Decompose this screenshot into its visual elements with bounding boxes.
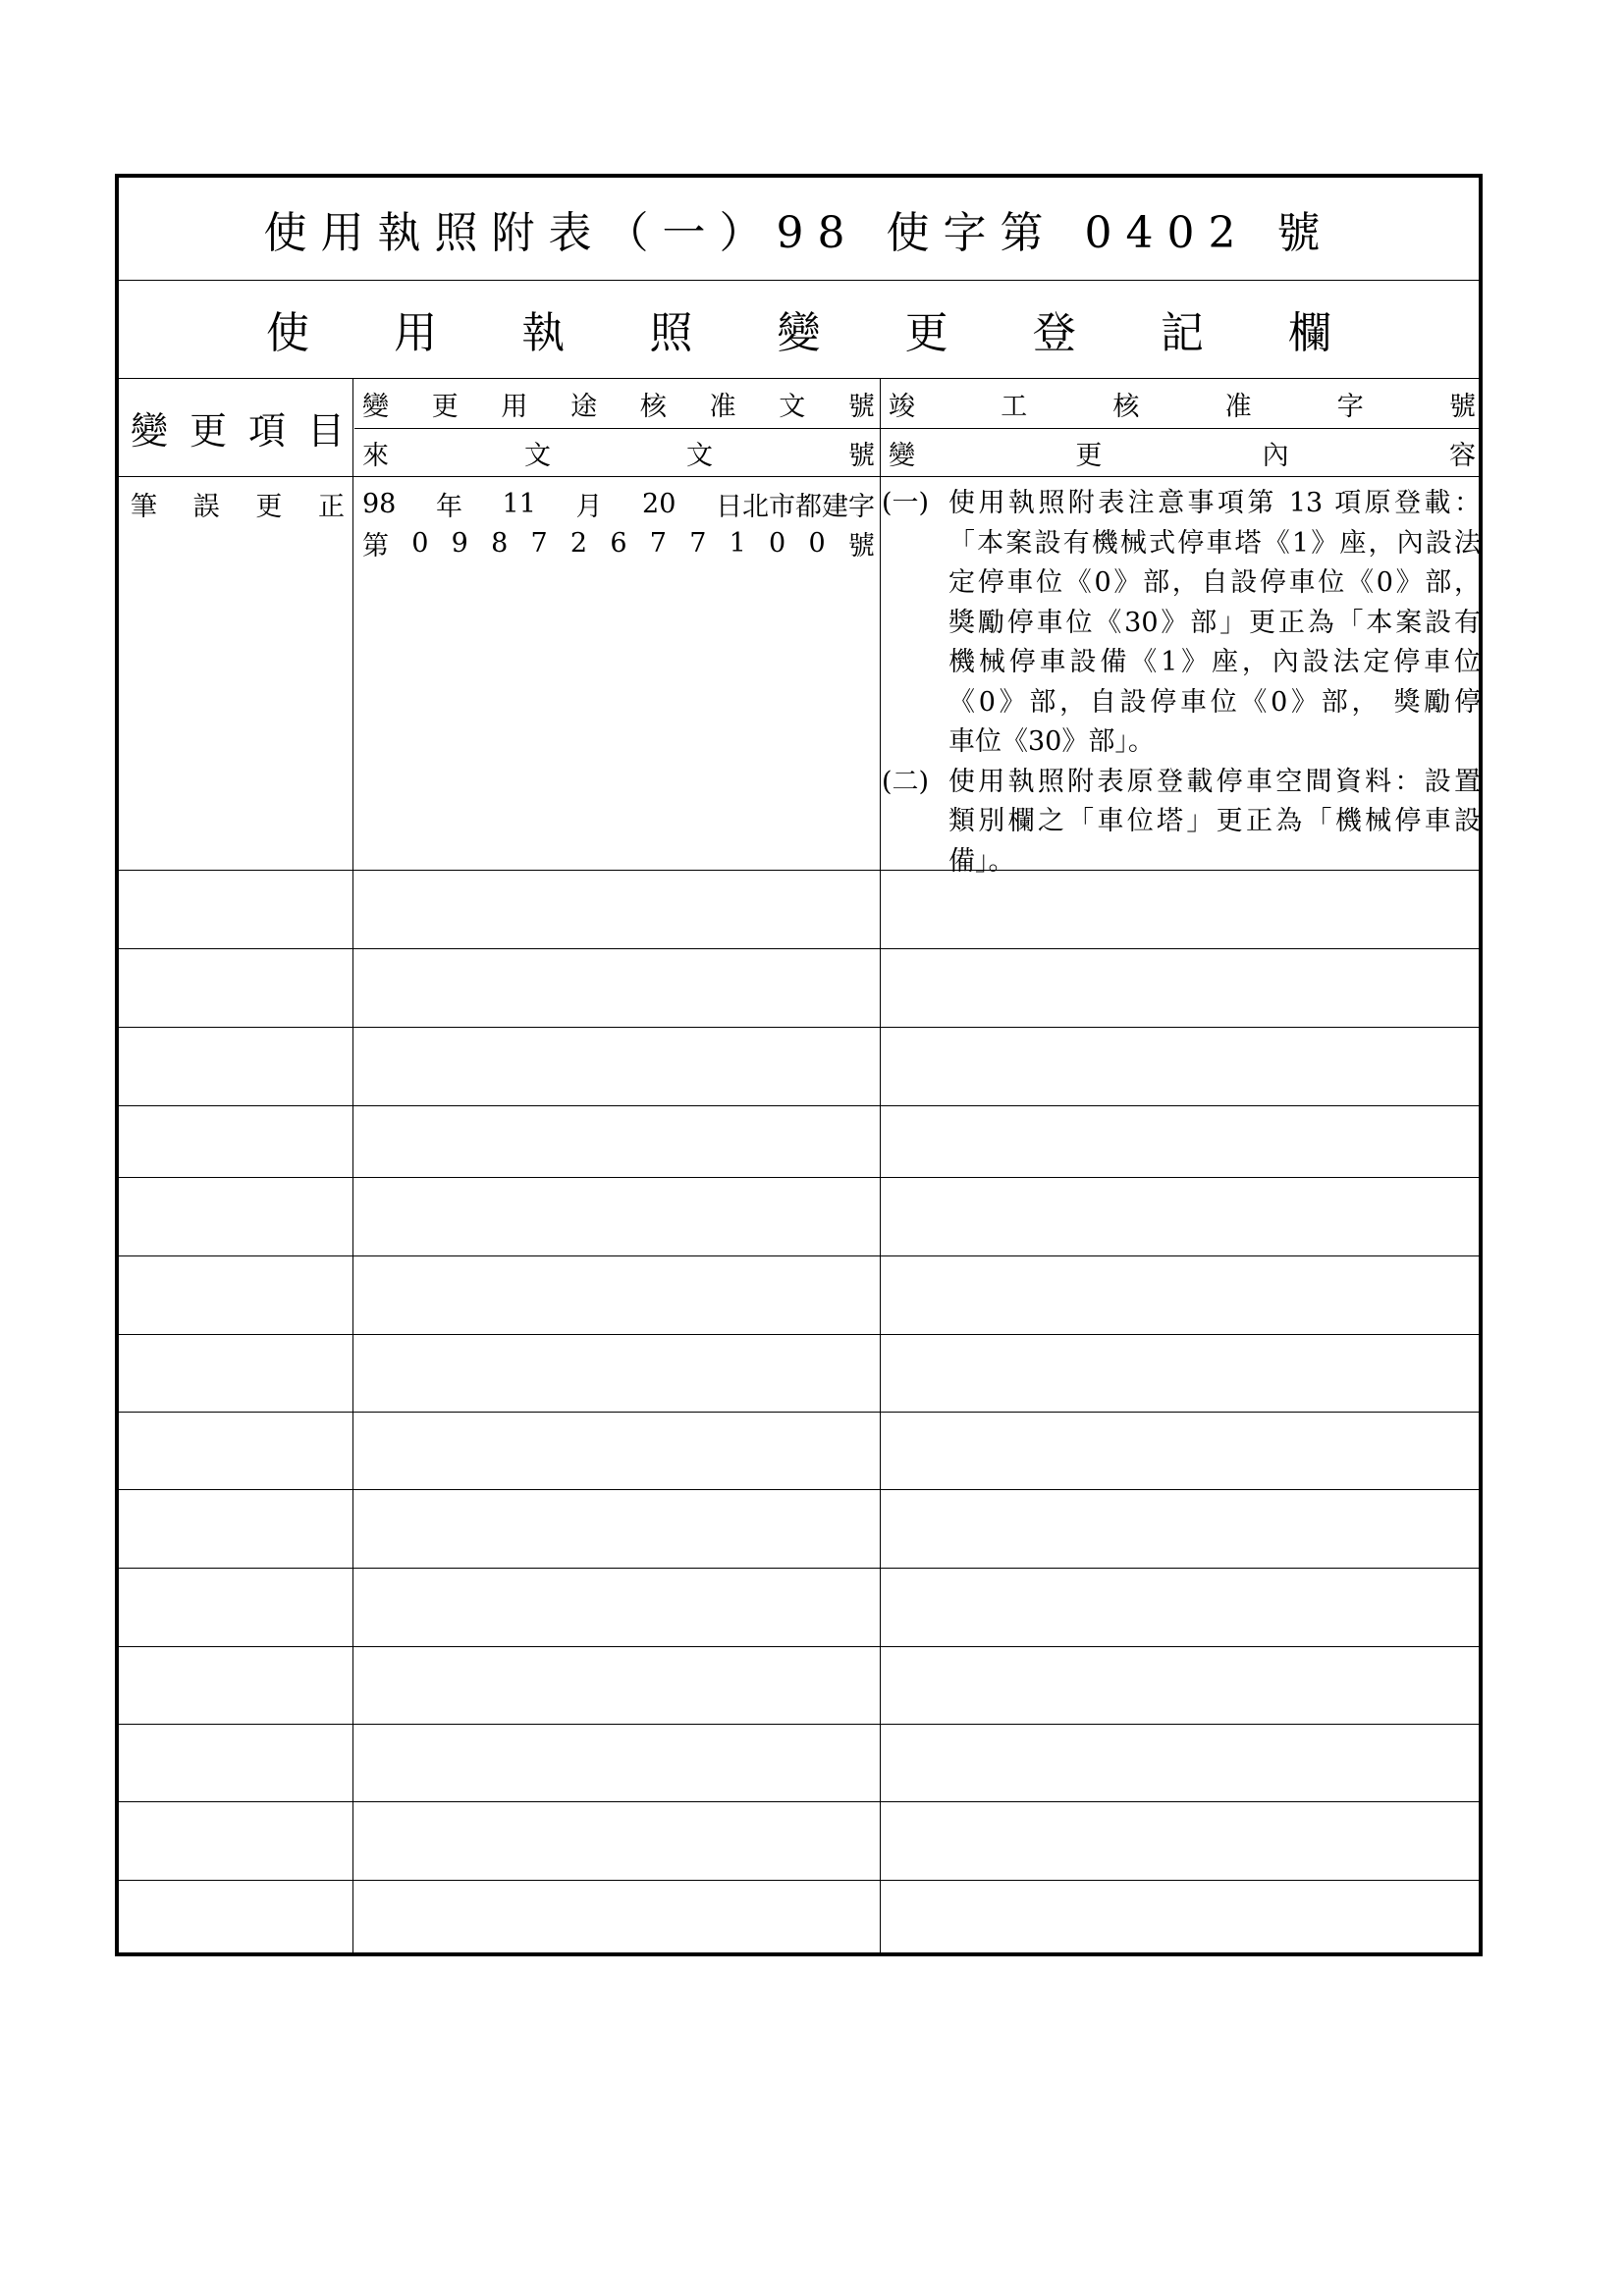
cell-glyph: 變 — [777, 308, 821, 358]
cell-glyph: 更 — [904, 308, 948, 358]
row-change-content — [882, 484, 1481, 881]
cell-glyph: 誤 — [192, 491, 220, 522]
page-title: 使用執照附表（一）98 使字第 0402 號 — [263, 208, 1334, 258]
cell-glyph: 文 — [524, 440, 551, 471]
cell-glyph: 竣 — [889, 391, 915, 422]
cell-glyph: 途 — [570, 391, 598, 422]
cell-glyph: 核 — [639, 391, 667, 422]
cell-glyph: 11 — [502, 488, 536, 519]
cell-glyph: 號 — [847, 391, 875, 422]
cell-glyph: 記 — [1160, 308, 1204, 358]
header-incoming-doc-number — [358, 429, 879, 476]
column-divider — [352, 378, 353, 1952]
cell-glyph: 6 — [610, 527, 627, 559]
cell-glyph: 20 — [642, 488, 677, 519]
cell-glyph: 欄 — [1288, 308, 1331, 358]
cell-glyph: 准 — [709, 391, 736, 422]
divider — [354, 428, 1479, 429]
divider — [119, 1724, 1479, 1725]
content-line: 類別欄之「車位塔」更正為「機械停車設 — [948, 806, 1481, 836]
cell-glyph: 筆 — [131, 491, 157, 522]
cell-glyph: 日北市都建字 — [715, 491, 875, 522]
cell-glyph: 更 — [1075, 440, 1103, 471]
cell-glyph: 變 — [362, 391, 389, 422]
cell-glyph: 來 — [362, 440, 389, 471]
cell-glyph: 變 — [889, 440, 915, 471]
divider — [119, 1177, 1479, 1178]
cell-glyph: 0 — [769, 527, 786, 559]
paragraph-marker: (一) — [882, 488, 930, 518]
cell-glyph: 內 — [1262, 440, 1289, 471]
cell-glyph: 0 — [808, 527, 826, 559]
cell-glyph: 7 — [689, 527, 707, 559]
content-paragraph — [882, 763, 1481, 882]
cell-glyph: 照 — [649, 308, 693, 358]
cell-glyph: 9 — [451, 527, 468, 559]
divider — [119, 1489, 1479, 1490]
cell-glyph: 第 — [362, 530, 389, 561]
divider — [119, 870, 1479, 871]
header-approval-doc-number — [358, 380, 879, 427]
content-line: 使用執照附表注意事項第 13 項原登載： — [948, 488, 1481, 518]
divider — [119, 1801, 1479, 1802]
cell-glyph: 7 — [649, 527, 667, 559]
cell-glyph: 更 — [431, 391, 459, 422]
row-document-number — [358, 523, 879, 562]
divider — [119, 1027, 1479, 1028]
cell-glyph: 8 — [491, 527, 509, 559]
section-title — [266, 280, 1331, 378]
header-completion-approval-number — [885, 380, 1480, 427]
cell-glyph: 文 — [686, 440, 713, 471]
content-line: 使用執照附表原登載停車空間資料：設置 — [948, 766, 1481, 797]
divider — [119, 1334, 1479, 1335]
cell-glyph: 年 — [435, 491, 462, 522]
cell-glyph: 工 — [1001, 391, 1028, 422]
cell-glyph: 使 — [266, 308, 309, 358]
divider — [119, 1412, 1479, 1413]
cell-glyph: 2 — [569, 527, 588, 559]
divider — [119, 1105, 1479, 1106]
form-frame — [115, 174, 1483, 1956]
content-line: 定停車位《0》部，自設停車位《0》部， — [948, 567, 1481, 598]
cell-glyph: 文 — [779, 391, 806, 422]
content-line: 備」。 — [948, 845, 1015, 877]
content-line: 機械停車設備《1》座，內設法定停車位 — [948, 647, 1481, 677]
cell-glyph: 用 — [501, 391, 528, 422]
content-paragraph — [882, 484, 1481, 763]
header-change-content — [885, 429, 1480, 476]
cell-glyph: 7 — [530, 527, 548, 559]
row-approval-date — [358, 484, 879, 523]
cell-glyph: 更 — [189, 408, 227, 453]
divider — [119, 476, 1479, 477]
cell-glyph: 號 — [847, 530, 875, 561]
cell-glyph: 目 — [306, 408, 345, 453]
content-line: 獎勵停車位《30》部」更正為「本案設有 — [948, 607, 1481, 638]
cell-glyph: 准 — [1224, 391, 1252, 422]
cell-glyph: 登 — [1032, 308, 1076, 358]
cell-glyph: 更 — [255, 491, 283, 522]
content-line: 《0》部，自設停車位《0》部， 獎勵停 — [948, 686, 1481, 718]
content-line: 車位《30》部」。 — [948, 726, 1155, 757]
header-change-item — [127, 378, 349, 476]
cell-glyph: 容 — [1448, 440, 1476, 471]
cell-glyph: 用 — [394, 308, 438, 358]
divider — [119, 948, 1479, 949]
cell-glyph: 核 — [1112, 391, 1140, 422]
cell-glyph: 字 — [1336, 391, 1364, 422]
cell-glyph: 號 — [848, 440, 875, 471]
divider — [119, 1880, 1479, 1881]
divider — [119, 1255, 1479, 1256]
cell-glyph: 變 — [131, 408, 169, 453]
cell-glyph: 0 — [411, 527, 429, 559]
divider — [119, 1568, 1479, 1569]
row-change-item — [127, 484, 349, 523]
cell-glyph: 月 — [575, 491, 603, 522]
content-line: 「本案設有機械式停車塔《1》座，內設法 — [948, 527, 1481, 559]
cell-glyph: 執 — [521, 308, 566, 358]
cell-glyph: 98 — [362, 488, 397, 519]
cell-glyph: 1 — [729, 527, 746, 559]
divider — [119, 1646, 1479, 1647]
cell-glyph: 項 — [247, 408, 286, 453]
paragraph-marker: (二) — [882, 766, 930, 797]
cell-glyph: 號 — [1448, 391, 1476, 422]
column-divider — [880, 378, 881, 1952]
cell-glyph: 正 — [317, 491, 345, 522]
